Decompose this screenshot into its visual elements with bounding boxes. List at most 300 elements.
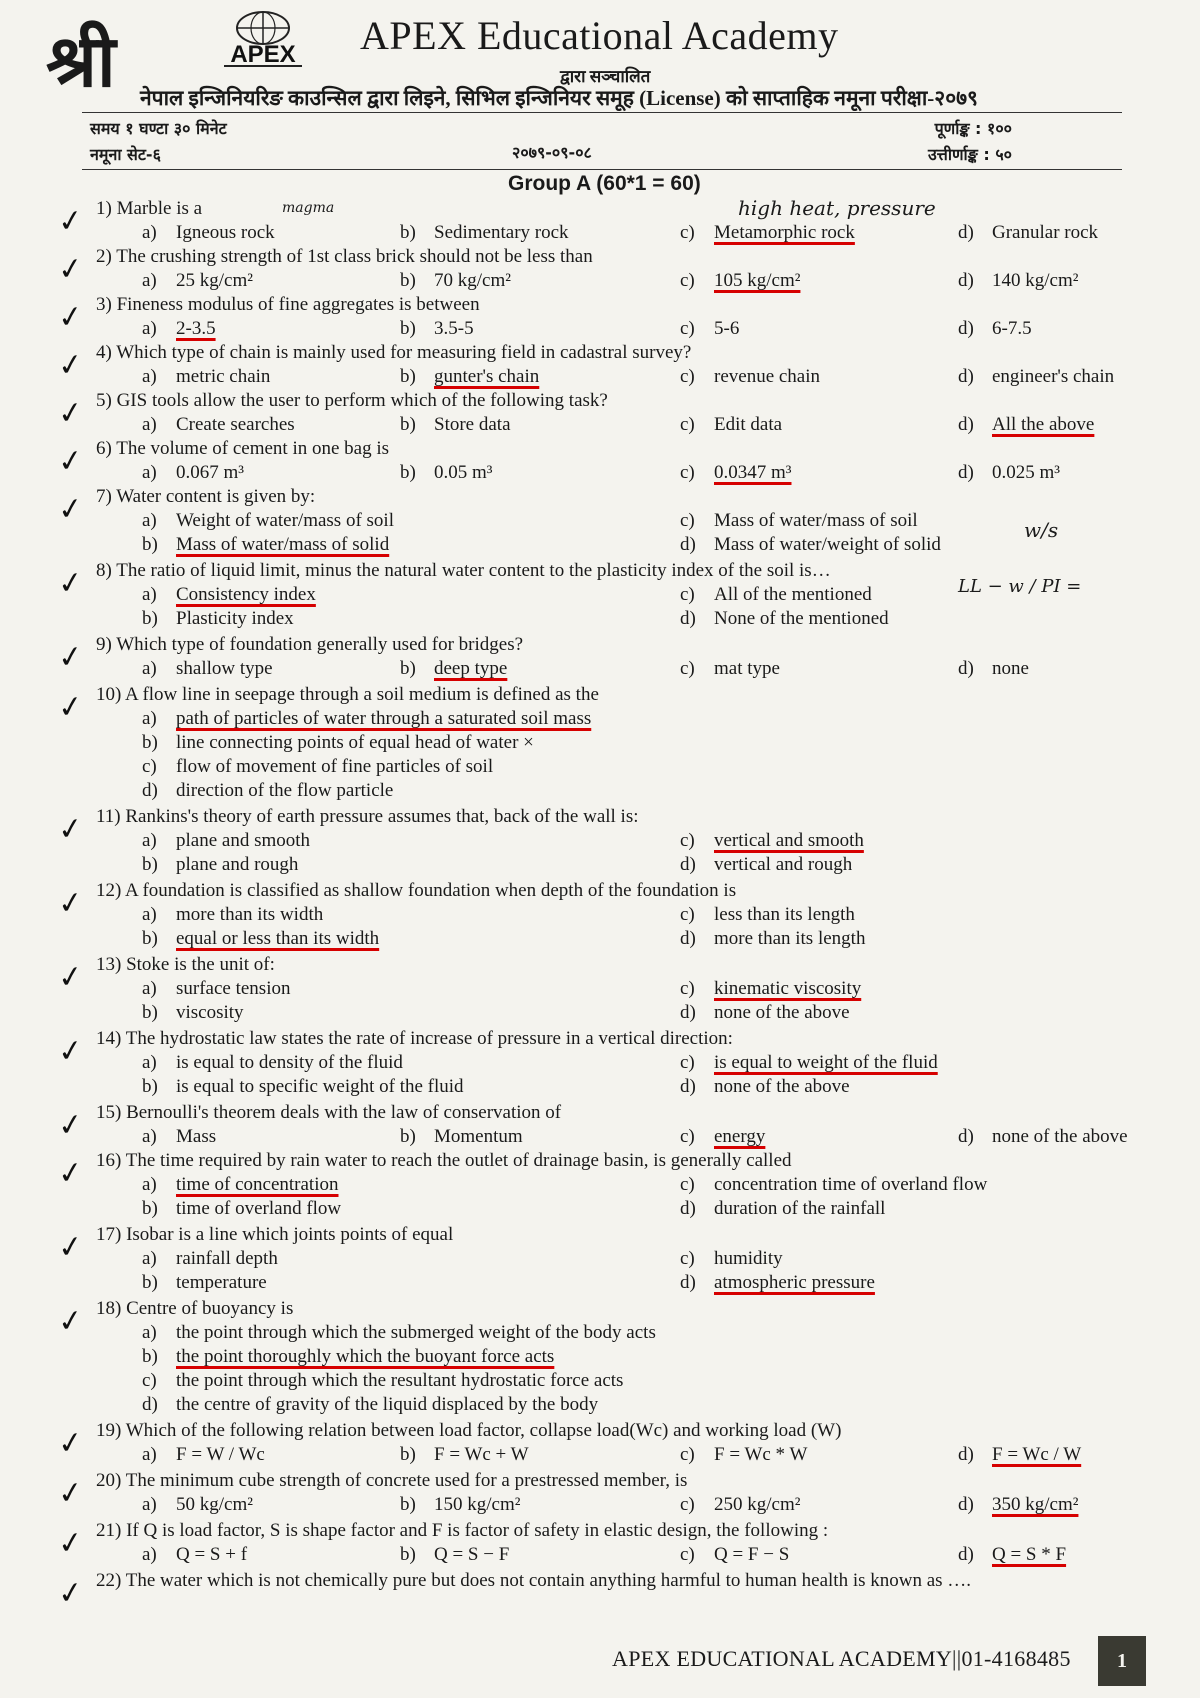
option-6-a xyxy=(142,462,244,484)
option-text: flow of movement of fine particles of soil xyxy=(176,756,494,777)
option-11-a xyxy=(142,830,310,852)
option-text: 50 kg/cm² xyxy=(176,1494,253,1515)
option-19-c xyxy=(680,1444,807,1466)
check-mark-icon: ✓ xyxy=(55,1524,86,1563)
exam-subtitle: नेपाल इन्जिनियरिङ काउन्सिल द्वारा लिइने, सिभिल इन्जिनियर समूह (License) को साप्ताहिक नमूना परीक्षा-२०७९ xyxy=(140,86,978,110)
option-13-a xyxy=(142,978,290,1000)
option-label: a) xyxy=(142,1444,157,1465)
check-mark-icon: ✓ xyxy=(55,1424,86,1463)
question-number: 13) xyxy=(96,954,127,975)
question-number: 3) xyxy=(96,294,117,315)
option-text: plane and rough xyxy=(176,854,299,875)
option-label: d) xyxy=(680,1002,696,1023)
marked-answer: F = Wc / W xyxy=(992,1444,1082,1465)
option-label: a) xyxy=(142,222,157,243)
option-label: b) xyxy=(400,658,416,679)
option-text: none of the above xyxy=(714,1076,850,1097)
option-label: b) xyxy=(142,928,158,949)
option-9-d xyxy=(958,658,1029,680)
option-14-c xyxy=(680,1052,938,1074)
check-mark-icon: ✓ xyxy=(55,346,86,385)
option-text: the point through which the resultant hydrostatic force acts xyxy=(176,1370,624,1391)
option-10-c xyxy=(142,756,493,778)
option-label: b) xyxy=(142,1346,158,1367)
exam-date: २०७९-०९-०८ xyxy=(512,143,592,162)
option-7-d xyxy=(680,534,941,556)
question-number: 21) xyxy=(96,1520,127,1541)
option-label: a) xyxy=(142,978,157,999)
option-17-a xyxy=(142,1248,278,1270)
option-text: Sedimentary rock xyxy=(434,222,569,243)
option-label: d) xyxy=(958,270,974,291)
option-text: direction of the flow particle xyxy=(176,780,394,801)
note-high-heat: high heat, pressure xyxy=(738,196,936,220)
question-16 xyxy=(96,1150,792,1172)
full-marks: पूर्णाङ्क : १०० xyxy=(934,119,1012,138)
question-number: 6) xyxy=(96,438,117,459)
option-12-a xyxy=(142,904,323,926)
option-text: Igneous rock xyxy=(176,222,275,243)
option-label: a) xyxy=(142,462,157,483)
question-number: 4) xyxy=(96,342,117,363)
check-mark-icon: ✓ xyxy=(55,810,86,849)
question-number: 18) xyxy=(96,1298,127,1319)
option-label: b) xyxy=(142,854,158,875)
option-text: All of the mentioned xyxy=(714,584,872,605)
option-8-a xyxy=(142,584,316,606)
marked-answer: Q = S * F xyxy=(992,1544,1067,1565)
option-5-a xyxy=(142,414,295,436)
check-mark-icon: ✓ xyxy=(55,1474,86,1513)
option-text: 25 kg/cm² xyxy=(176,270,253,291)
option-text: 0.05 m³ xyxy=(434,462,493,483)
option-3-a xyxy=(142,318,216,340)
option-18-c xyxy=(142,1370,623,1392)
question-text: Water content is given by: xyxy=(116,486,316,507)
question-10 xyxy=(96,684,599,706)
option-label: a) xyxy=(142,1544,157,1565)
question-number: 17) xyxy=(96,1224,127,1245)
option-text: is equal to specific weight of the fluid xyxy=(176,1076,464,1097)
question-8 xyxy=(96,560,831,582)
option-13-d xyxy=(680,1002,850,1024)
option-text: temperature xyxy=(176,1272,267,1293)
option-label: a) xyxy=(142,510,157,531)
question-text: Which type of chain is mainly used for measuring field in cadastral survey? xyxy=(116,342,692,363)
option-label: b) xyxy=(142,534,158,555)
check-mark-icon: ✓ xyxy=(55,1032,86,1071)
option-label: a) xyxy=(142,366,157,387)
option-label: a) xyxy=(142,1174,157,1195)
option-9-a xyxy=(142,658,273,680)
option-21-b xyxy=(400,1544,509,1566)
question-number: 22) xyxy=(96,1570,126,1591)
option-label: a) xyxy=(142,658,157,679)
marked-answer: 0.0347 m³ xyxy=(714,462,792,483)
option-label: c) xyxy=(680,1494,695,1515)
check-mark-icon: ✓ xyxy=(55,1228,86,1267)
option-text: revenue chain xyxy=(714,366,821,387)
marked-answer: energy xyxy=(714,1126,766,1147)
option-21-d xyxy=(958,1544,1066,1566)
option-label: c) xyxy=(680,1248,695,1269)
option-label: b) xyxy=(142,732,158,753)
option-text: None of the mentioned xyxy=(714,608,889,629)
option-2-b xyxy=(400,270,511,292)
option-label: a) xyxy=(142,1052,157,1073)
question-22 xyxy=(96,1570,971,1592)
option-text: 0.025 m³ xyxy=(992,462,1060,483)
page-number: 1 xyxy=(1098,1636,1146,1686)
option-text: surface tension xyxy=(176,978,291,999)
option-13-c xyxy=(680,978,861,1000)
logo-text: APEX xyxy=(230,41,296,68)
option-label: b) xyxy=(142,1076,158,1097)
marked-answer: kinematic viscosity xyxy=(714,978,862,999)
option-16-b xyxy=(142,1198,341,1220)
option-label: b) xyxy=(400,1544,416,1565)
option-label: d) xyxy=(958,366,974,387)
question-number: 1) xyxy=(96,198,117,219)
option-14-a xyxy=(142,1052,403,1074)
option-label: c) xyxy=(680,366,695,387)
option-10-d xyxy=(142,780,393,802)
option-label: c) xyxy=(680,1052,695,1073)
option-label: a) xyxy=(142,1494,157,1515)
option-12-b xyxy=(142,928,379,950)
option-7-a xyxy=(142,510,394,532)
option-text: Momentum xyxy=(434,1126,523,1147)
option-18-a xyxy=(142,1322,656,1344)
question-number: 7) xyxy=(96,486,117,507)
question-number: 10) xyxy=(96,684,126,705)
option-1-c xyxy=(680,222,855,244)
question-number: 16) xyxy=(96,1150,126,1171)
option-4-d xyxy=(958,366,1114,388)
option-label: d) xyxy=(680,1198,696,1219)
question-text: A foundation is classified as shallow foundation when depth of the foundation is xyxy=(125,880,737,901)
option-label: c) xyxy=(680,584,695,605)
check-mark-icon: ✓ xyxy=(55,442,86,481)
note-wbys: w/s xyxy=(1024,518,1059,542)
option-label: a) xyxy=(142,708,157,729)
option-text: 3.5-5 xyxy=(434,318,474,339)
option-11-c xyxy=(680,830,864,852)
marked-answer: path of particles of water through a saturated soil mass xyxy=(176,708,592,729)
option-text: Q = F − S xyxy=(714,1544,790,1565)
option-text: rainfall depth xyxy=(176,1248,278,1269)
question-text: The volume of cement in one bag is xyxy=(116,438,390,459)
check-mark-icon: ✓ xyxy=(55,884,86,923)
option-21-a xyxy=(142,1544,247,1566)
option-label: d) xyxy=(958,222,974,243)
option-18-d xyxy=(142,1394,598,1416)
pass-marks: उत्तीर्णाङ्क : ५० xyxy=(928,145,1012,164)
option-label: a) xyxy=(142,1322,157,1343)
option-15-c xyxy=(680,1126,765,1148)
option-1-d xyxy=(958,222,1098,244)
question-1 xyxy=(96,198,202,220)
footer-text: APEX EDUCATIONAL ACADEMY||01-4168485 xyxy=(612,1646,1071,1671)
question-17 xyxy=(96,1224,453,1246)
question-text: Fineness modulus of fine aggregates is between xyxy=(116,294,480,315)
sample-set: नमूना सेट-६ xyxy=(90,145,161,164)
check-mark-icon: ✓ xyxy=(55,298,86,337)
option-15-d xyxy=(958,1126,1128,1148)
option-label: c) xyxy=(680,1544,695,1565)
question-13 xyxy=(96,954,275,976)
option-text: Store data xyxy=(434,414,511,435)
question-text: Which type of foundation generally used for bridges? xyxy=(116,634,524,655)
option-7-c xyxy=(680,510,918,532)
option-text: Granular rock xyxy=(992,222,1099,243)
question-12 xyxy=(96,880,736,902)
option-19-b xyxy=(400,1444,529,1466)
marked-answer: All the above xyxy=(992,414,1095,435)
check-mark-icon: ✓ xyxy=(55,490,86,529)
question-7 xyxy=(96,486,315,508)
exam-time: समय १ घण्टा ३० मिनेट xyxy=(90,119,227,138)
option-text: 140 kg/cm² xyxy=(992,270,1079,291)
question-text: The water which is not chemically pure but does not contain anything harmful to human health is known as …. xyxy=(125,1570,972,1591)
option-text: F = W / Wc xyxy=(176,1444,265,1465)
option-text: is equal to density of the fluid xyxy=(176,1052,403,1073)
option-text: vertical and rough xyxy=(714,854,853,875)
option-text: Mass of water/mass of soil xyxy=(714,510,918,531)
check-mark-icon: ✓ xyxy=(55,688,86,727)
option-label: d) xyxy=(958,1544,974,1565)
option-text: Mass of water/weight of solid xyxy=(714,534,941,555)
question-text: Centre of buoyancy is xyxy=(126,1298,294,1319)
apex-logo-icon xyxy=(222,8,304,72)
option-label: c) xyxy=(680,1174,695,1195)
option-text: less than its length xyxy=(714,904,855,925)
check-mark-icon: ✓ xyxy=(55,564,86,603)
option-9-c xyxy=(680,658,780,680)
marked-answer: deep type xyxy=(434,658,508,679)
option-label: b) xyxy=(400,1444,416,1465)
option-text: metric chain xyxy=(176,366,271,387)
check-mark-icon: ✓ xyxy=(55,250,86,289)
marked-answer: vertical and smooth xyxy=(714,830,864,851)
option-text: none xyxy=(992,658,1029,679)
question-21 xyxy=(96,1520,828,1542)
marked-answer: 350 kg/cm² xyxy=(992,1494,1079,1515)
option-1-b xyxy=(400,222,569,244)
option-10-a xyxy=(142,708,591,730)
option-label: b) xyxy=(142,608,158,629)
question-number: 8) xyxy=(96,560,117,581)
option-5-b xyxy=(400,414,511,436)
check-mark-icon: ✓ xyxy=(55,958,86,997)
option-11-d xyxy=(680,854,852,876)
option-label: b) xyxy=(400,318,416,339)
option-label: d) xyxy=(680,928,696,949)
question-11 xyxy=(96,806,639,828)
option-label: b) xyxy=(400,222,416,243)
question-text: The hydrostatic law states the rate of increase of pressure in a vertical direction: xyxy=(125,1028,733,1049)
option-text: F = Wc * W xyxy=(714,1444,808,1465)
option-label: a) xyxy=(142,1126,157,1147)
marked-answer: 2-3.5 xyxy=(176,318,216,339)
option-text: time of overland flow xyxy=(176,1198,342,1219)
option-14-d xyxy=(680,1076,850,1098)
option-text: Q = S − F xyxy=(434,1544,510,1565)
question-2 xyxy=(96,246,593,268)
option-label: a) xyxy=(142,414,157,435)
option-label: b) xyxy=(142,1002,158,1023)
option-label: d) xyxy=(958,414,974,435)
marked-answer: time of concentration xyxy=(176,1174,339,1195)
option-label: c) xyxy=(680,978,695,999)
question-text: The ratio of liquid limit, minus the natural water content to the plasticity index of the soil is… xyxy=(116,560,831,581)
check-mark-icon: ✓ xyxy=(55,202,86,241)
option-label: d) xyxy=(958,1444,974,1465)
option-19-d xyxy=(958,1444,1081,1466)
option-label: b) xyxy=(142,1272,158,1293)
option-text: concentration time of overland flow xyxy=(714,1174,988,1195)
option-text: duration of the rainfall xyxy=(714,1198,886,1219)
option-label: d) xyxy=(958,1494,974,1515)
option-label: c) xyxy=(142,756,157,777)
option-text: F = Wc + W xyxy=(434,1444,529,1465)
option-text: humidity xyxy=(714,1248,783,1269)
option-8-b xyxy=(142,608,294,630)
option-label: a) xyxy=(142,270,157,291)
marked-answer: Metamorphic rock xyxy=(714,222,855,243)
question-19 xyxy=(96,1420,841,1442)
option-6-c xyxy=(680,462,791,484)
question-text: The minimum cube strength of concrete used for a prestressed member, is xyxy=(125,1470,688,1491)
marked-answer: Mass of water/mass of solid xyxy=(176,534,390,555)
option-2-c xyxy=(680,270,800,292)
option-label: a) xyxy=(142,830,157,851)
question-number: 14) xyxy=(96,1028,126,1049)
option-label: c) xyxy=(680,658,695,679)
check-mark-icon: ✓ xyxy=(55,394,86,433)
question-number: 11) xyxy=(96,806,126,827)
option-17-d xyxy=(680,1272,875,1294)
question-number: 2) xyxy=(96,246,117,267)
option-label: d) xyxy=(142,1394,158,1415)
check-mark-icon: ✓ xyxy=(55,1574,86,1613)
question-number: 20) xyxy=(96,1470,126,1491)
marked-answer: 105 kg/cm² xyxy=(714,270,801,291)
check-mark-icon: ✓ xyxy=(55,638,86,677)
check-mark-icon: ✓ xyxy=(55,1154,86,1193)
exam-info-box xyxy=(82,112,1122,170)
option-label: c) xyxy=(680,318,695,339)
option-label: b) xyxy=(400,366,416,387)
option-1-a xyxy=(142,222,275,244)
option-21-c xyxy=(680,1544,789,1566)
option-label: b) xyxy=(400,1494,416,1515)
option-20-c xyxy=(680,1494,800,1516)
option-label: d) xyxy=(680,1272,696,1293)
option-label: d) xyxy=(958,658,974,679)
question-20 xyxy=(96,1470,687,1492)
option-4-a xyxy=(142,366,270,388)
option-16-a xyxy=(142,1174,339,1196)
option-text: Create searches xyxy=(176,414,295,435)
question-text: Marble is a xyxy=(116,198,203,219)
option-label: d) xyxy=(680,854,696,875)
question-4 xyxy=(96,342,691,364)
check-mark-icon: ✓ xyxy=(55,1302,86,1341)
option-label: c) xyxy=(680,462,695,483)
option-label: b) xyxy=(400,270,416,291)
option-label: d) xyxy=(142,780,158,801)
option-text: mat type xyxy=(714,658,780,679)
question-9 xyxy=(96,634,523,656)
option-text: 150 kg/cm² xyxy=(434,1494,521,1515)
option-5-d xyxy=(958,414,1094,436)
option-14-b xyxy=(142,1076,464,1098)
option-text: shallow type xyxy=(176,658,273,679)
option-text: none of the above xyxy=(992,1126,1128,1147)
option-text: engineer's chain xyxy=(992,366,1115,387)
option-text: Edit data xyxy=(714,414,783,435)
option-2-d xyxy=(958,270,1078,292)
option-text: Q = S + f xyxy=(176,1544,248,1565)
option-label: c) xyxy=(680,830,695,851)
option-6-d xyxy=(958,462,1060,484)
option-11-b xyxy=(142,854,298,876)
option-label: c) xyxy=(680,1444,695,1465)
question-text: Which of the following relation between load factor, collapse load(Wc) and working load (W) xyxy=(125,1420,842,1441)
check-mark-icon: ✓ xyxy=(55,1106,86,1145)
option-label: c) xyxy=(680,222,695,243)
option-text: the centre of gravity of the liquid displaced by the body xyxy=(176,1394,599,1415)
option-16-d xyxy=(680,1198,885,1220)
option-15-a xyxy=(142,1126,216,1148)
option-3-b xyxy=(400,318,474,340)
option-9-b xyxy=(400,658,507,680)
question-text: The crushing strength of 1st class brick should not be less than xyxy=(116,246,593,267)
option-label: d) xyxy=(680,534,696,555)
option-text: Mass xyxy=(176,1126,217,1147)
option-text: viscosity xyxy=(176,1002,244,1023)
option-label: a) xyxy=(142,584,157,605)
question-text: If Q is load factor, S is shape factor and F is factor of safety in elastic design, the following : xyxy=(126,1520,829,1541)
question-text: Rankins's theory of earth pressure assumes that, back of the wall is: xyxy=(125,806,639,827)
option-10-b xyxy=(142,732,534,754)
option-text: the point through which the submerged weight of the body acts xyxy=(176,1322,656,1343)
option-8-c xyxy=(680,584,872,606)
option-text: Plasticity index xyxy=(176,608,294,629)
option-text: Weight of water/mass of soil xyxy=(176,510,394,531)
option-13-b xyxy=(142,1002,244,1024)
option-4-b xyxy=(400,366,539,388)
option-17-b xyxy=(142,1272,267,1294)
option-20-d xyxy=(958,1494,1078,1516)
option-label: a) xyxy=(142,904,157,925)
option-4-c xyxy=(680,366,820,388)
option-label: d) xyxy=(958,1126,974,1147)
option-16-c xyxy=(680,1174,987,1196)
option-8-d xyxy=(680,608,889,630)
question-text: The time required by rain water to reach the outlet of drainage basin, is generally called xyxy=(125,1150,792,1171)
option-text: 70 kg/cm² xyxy=(434,270,511,291)
academy-title: APEX Educational Academy xyxy=(360,13,839,58)
question-text: Stoke is the unit of: xyxy=(126,954,275,975)
option-label: d) xyxy=(958,318,974,339)
option-label: d) xyxy=(958,462,974,483)
option-label: c) xyxy=(680,414,695,435)
option-label: b) xyxy=(400,462,416,483)
note-formula: LL − w / PI = xyxy=(958,576,1082,597)
option-label: c) xyxy=(680,1126,695,1147)
